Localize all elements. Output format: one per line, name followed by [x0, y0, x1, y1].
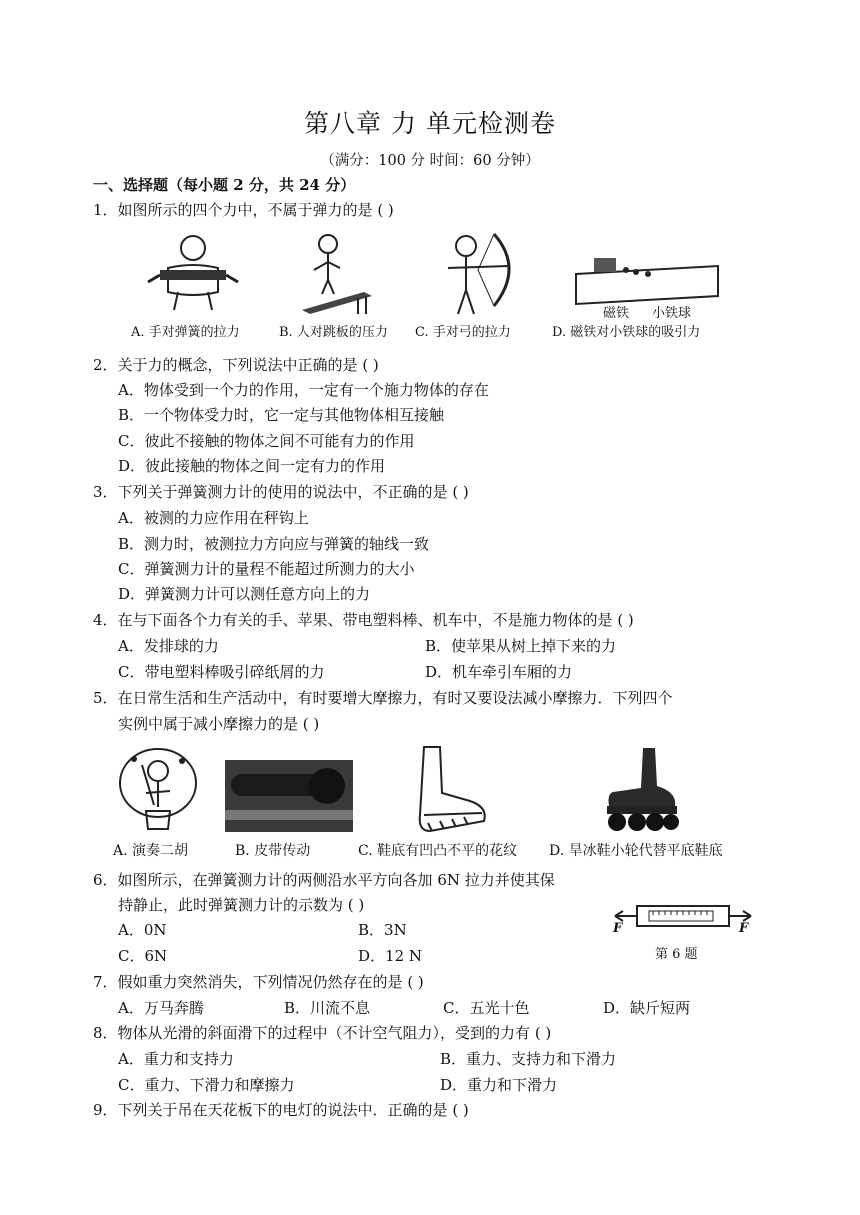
- question-2-option-a: A．物体受到一个力的作用，一定有一个施力物体的存在: [118, 381, 489, 399]
- question-7-option-c: C．五光十色: [443, 999, 530, 1017]
- q5-caption-d: D. 旱冰鞋小轮代替平底鞋底: [549, 843, 723, 859]
- question-2-stem: 2．关于力的概念，下列说法中正确的是 ( ): [93, 356, 379, 374]
- question-6-option-c: C．6N: [118, 947, 168, 965]
- question-6-option-b: B．3N: [358, 921, 407, 939]
- spring-pull-figure: [138, 232, 248, 312]
- erhu-figure: [112, 745, 202, 833]
- question-7-option-d: D．缺斤短两: [603, 999, 691, 1017]
- question-8-option-c: C．重力、下滑力和摩擦力: [118, 1076, 295, 1094]
- question-2-option-d: D．彼此接触的物体之间一定有力的作用: [118, 457, 386, 475]
- question-8-option-d: D．重力和下滑力: [440, 1076, 558, 1094]
- q5-caption-c: C. 鞋底有凹凸不平的花纹: [358, 843, 518, 859]
- q1-caption-c: C. 手对弓的拉力: [415, 325, 511, 340]
- question-6-option-a: A．0N: [118, 921, 167, 939]
- question-5-stem-line-1: 5．在日常生活和生产活动中，有时要增大摩擦力，有时又要设法减小摩擦力．下列四个: [93, 689, 673, 707]
- question-4-option-d: D．机车牵引车厢的力: [425, 663, 573, 681]
- q5-caption-a: A. 演奏二胡: [113, 843, 189, 859]
- question-1-stem: 1．如图所示的四个力中，不属于弹力的是 ( ): [93, 201, 394, 219]
- question-6-stem-line-2: 持静止，此时弹簧测力计的示数为 ( ): [118, 896, 365, 914]
- diving-board-figure: [298, 232, 378, 314]
- bow-figure: [438, 232, 524, 316]
- question-3-option-c: C．弹簧测力计的量程不能超过所测力的大小: [118, 560, 415, 578]
- figure-6-caption: 第 6 题: [655, 947, 698, 962]
- question-2-option-b: B．一个物体受力时，它一定与其他物体相互接触: [118, 406, 445, 424]
- question-3-option-b: B．测力时，被测拉力方向应与弹簧的轴线一致: [118, 535, 430, 553]
- q1-caption-a: A. 手对弹簧的拉力: [131, 325, 240, 340]
- iron-ball-label: 小铁球: [652, 306, 692, 321]
- page-subtitle: （满分：100 分 时间：60 分钟）: [320, 153, 540, 169]
- question-4-stem: 4．在与下面各个力有关的手、苹果、带电塑料棒、机车中，不是施力物体的是 ( ): [93, 611, 634, 629]
- question-3-option-d: D．弹簧测力计可以测任意方向上的力: [118, 585, 371, 603]
- question-7-option-a: A．万马奔腾: [118, 999, 204, 1017]
- force-label-left: F: [613, 921, 623, 936]
- q5-caption-b: B. 皮带传动: [235, 843, 311, 859]
- question-7-stem: 7．假如重力突然消失，下列情况仍然存在的是 ( ): [93, 973, 424, 991]
- q1-caption-b: B. 人对跳板的压力: [279, 325, 388, 340]
- roller-skate-figure: [603, 746, 681, 834]
- question-2-option-c: C．彼此不接触的物体之间不可能有力的作用: [118, 432, 415, 450]
- question-8-option-a: A．重力和支持力: [118, 1050, 234, 1068]
- q1-caption-d: D. 磁铁对小铁球的吸引力: [552, 325, 701, 340]
- belt-drive-figure: [225, 760, 353, 832]
- magnet-label: 磁铁: [603, 306, 630, 321]
- question-7-option-b: B．川流不息: [284, 999, 371, 1017]
- question-4-option-b: B．使苹果从树上掉下来的力: [425, 637, 617, 655]
- question-6-stem-line-1: 6．如图所示，在弹簧测力计的两侧沿水平方向各加 6N 拉力并使其保: [93, 871, 555, 889]
- question-6-option-d: D．12 N: [358, 947, 423, 965]
- question-8-option-b: B．重力、支持力和下滑力: [440, 1050, 617, 1068]
- spring-scale-figure: [613, 902, 753, 930]
- question-9-stem: 9．下列关于吊在天花板下的电灯的说法中．正确的是 ( ): [93, 1101, 469, 1119]
- shoe-sole-figure: [410, 745, 490, 837]
- page-title: 第八章 力 单元检测卷: [304, 109, 556, 138]
- question-3-option-a: A．被测的力应作用在秤钩上: [118, 509, 309, 527]
- section-heading: 一、选择题（每小题 2 分，共 24 分）: [93, 176, 356, 194]
- question-5-stem-line-2: 实例中属于减小摩擦力的是 ( ): [118, 715, 320, 733]
- question-4-option-c: C．带电塑料棒吸引碎纸屑的力: [118, 663, 325, 681]
- question-3-stem: 3．下列关于弹簧测力计的使用的说法中，不正确的是 ( ): [93, 483, 469, 501]
- magnet-figure: [572, 240, 722, 306]
- question-8-stem: 8．物体从光滑的斜面滑下的过程中（不计空气阻力），受到的力有 ( ): [93, 1024, 552, 1042]
- force-label-right: F: [739, 921, 749, 936]
- question-4-option-a: A．发排球的力: [118, 637, 219, 655]
